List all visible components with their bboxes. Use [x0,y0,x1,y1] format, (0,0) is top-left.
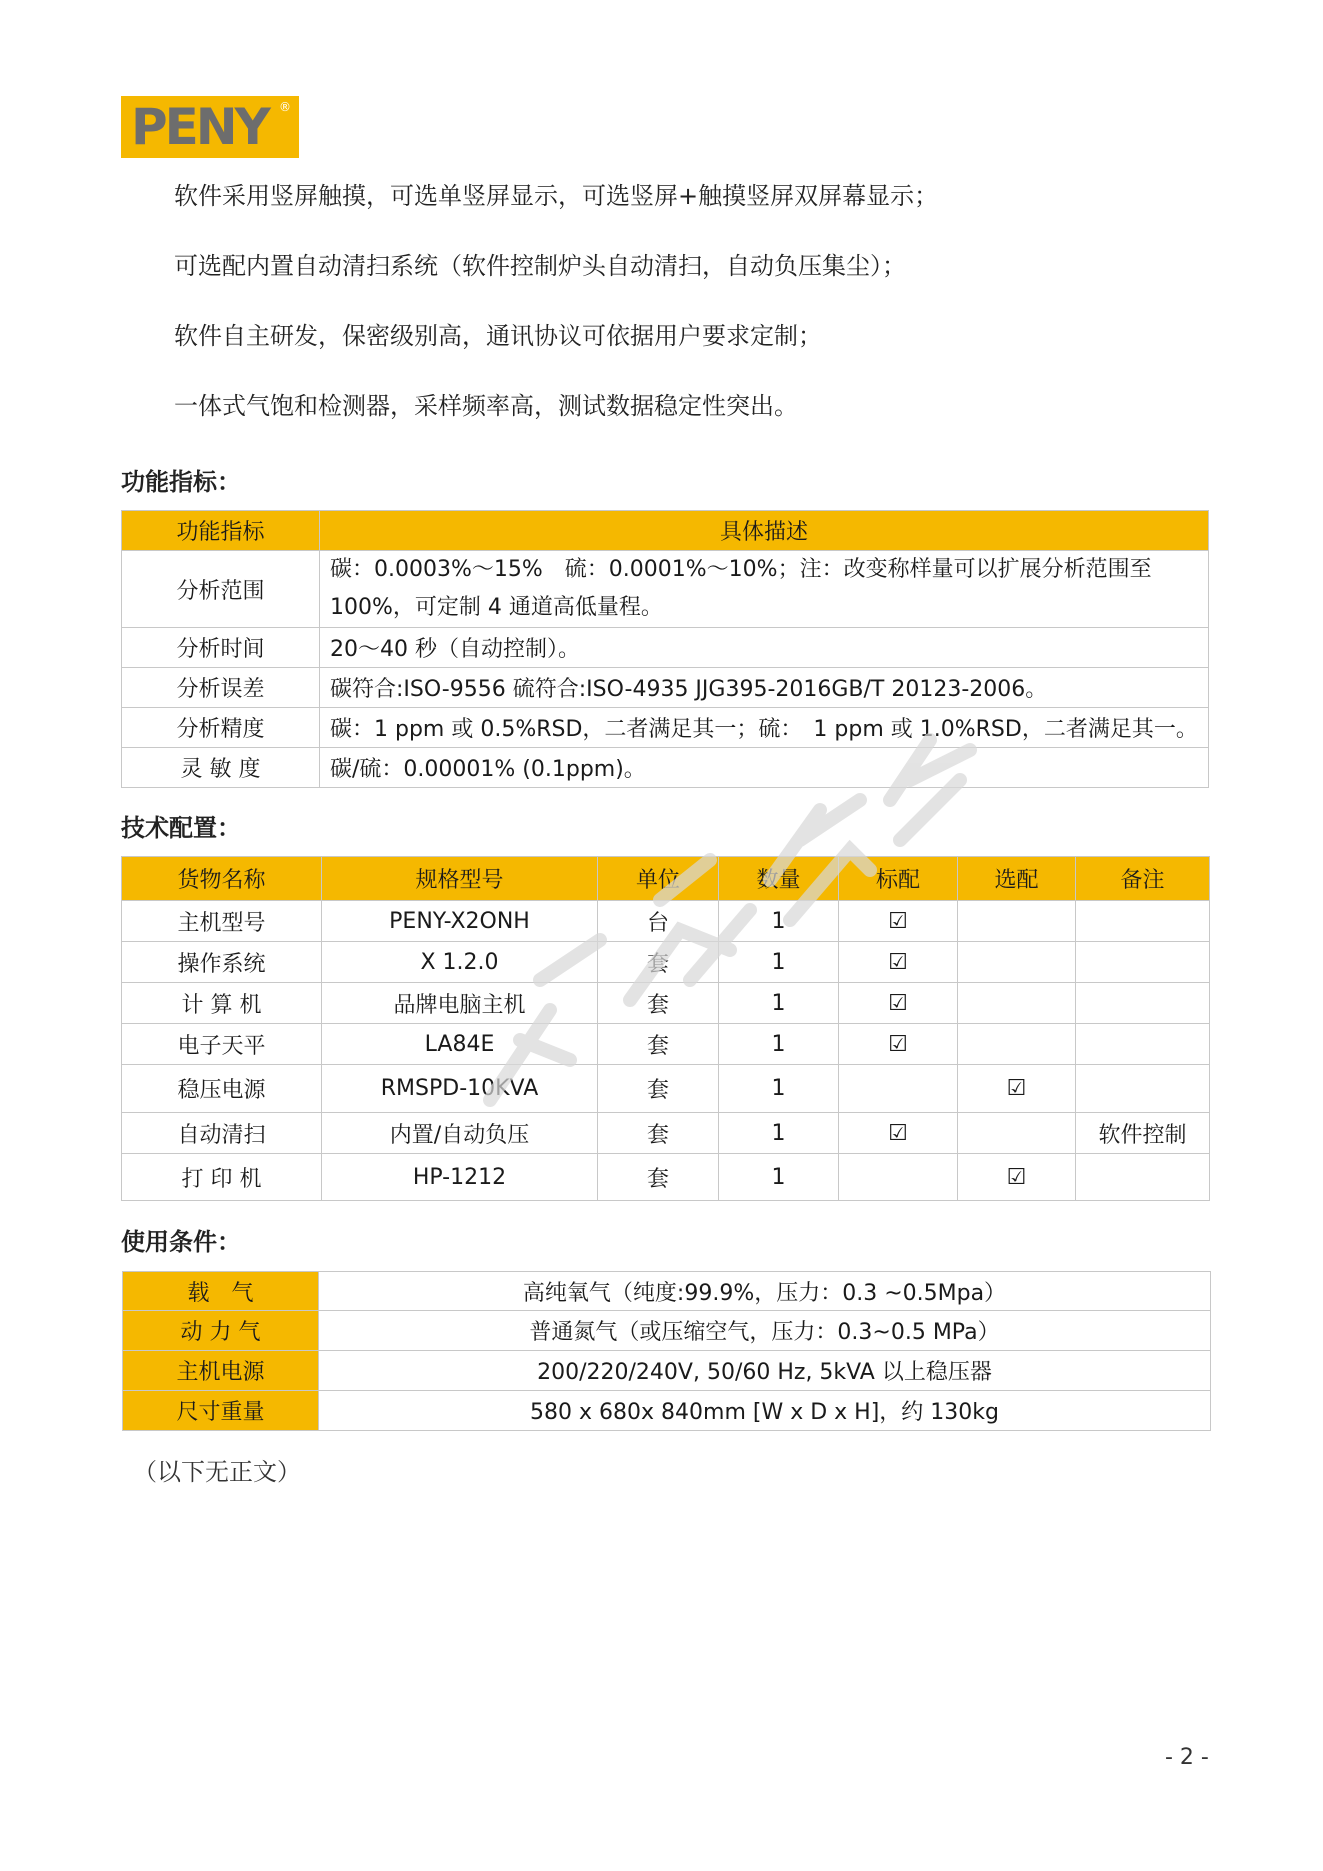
tech-config-table [121,856,1210,1201]
table-row [123,1311,1211,1351]
company-logo [121,96,299,158]
row-label: 尺寸重量 [123,1391,319,1431]
optional-check-icon [958,942,1076,983]
cell-item-name: 电子天平 [122,1024,322,1065]
row-label: 分析精度 [122,708,320,748]
cell-model: 品牌电脑主机 [322,983,598,1024]
table-row [122,901,1210,942]
row-value: 580 x 680x 840mm [W x D x H]，约 130kg [319,1391,1211,1431]
column-header: 具体描述 [320,511,1209,551]
table-header-row [122,857,1210,901]
table-header-row [122,511,1209,551]
row-value: 碳/硫：0.00001% (0.1ppm)。 [320,748,1209,788]
cell-unit: 套 [598,1154,719,1201]
row-label: 分析时间 [122,628,320,668]
cell-quantity: 1 [719,901,839,942]
row-label: 动 力 气 [123,1311,319,1351]
cell-model: HP-1212 [322,1154,598,1201]
cell-remark [1076,1154,1210,1201]
cell-quantity: 1 [719,942,839,983]
cell-remark [1076,901,1210,942]
column-header: 选配 [958,857,1076,901]
cell-unit: 套 [598,983,719,1024]
cell-model: LA84E [322,1024,598,1065]
cell-remark: 软件控制 [1076,1113,1210,1154]
table-row [122,1113,1210,1154]
end-note: （以下无正文） [133,1458,301,1486]
row-label: 灵 敏 度 [122,748,320,788]
table-row [122,942,1210,983]
column-header: 货物名称 [122,857,322,901]
optional-check-icon [958,1024,1076,1065]
table-row [123,1351,1211,1391]
column-header: 数量 [719,857,839,901]
cell-remark [1076,942,1210,983]
cell-model: X 1.2.0 [322,942,598,983]
table-row [122,1065,1210,1113]
intro-line-2: 可选配内置自动清扫系统（软件控制炉头自动清扫，自动负压集尘）； [174,252,906,280]
row-value: 碳：1 ppm 或 0.5%RSD，二者满足其一；硫： 1 ppm 或 1.0%RSD，二者满足其一。 [320,708,1209,748]
standard-check-icon [839,1154,958,1201]
optional-check-icon [958,983,1076,1024]
table-row [122,748,1209,788]
table-row [122,668,1209,708]
cell-unit: 套 [598,1113,719,1154]
table-row [122,1154,1210,1201]
standard-check-icon: ☑ [839,1024,958,1065]
intro-line-1: 软件采用竖屏触摸，可选单竖屏显示，可选竖屏+触摸竖屏双屏幕显示； [174,182,939,210]
table-row [122,551,1209,628]
row-label: 分析误差 [122,668,320,708]
standard-check-icon: ☑ [839,1113,958,1154]
column-header: 功能指标 [122,511,320,551]
optional-check-icon: ☑ [958,1154,1076,1201]
cell-item-name: 操作系统 [122,942,322,983]
cell-remark [1076,1065,1210,1113]
table-row [123,1391,1211,1431]
logo-text: PENY [131,98,268,156]
table-row [122,1024,1210,1065]
table-row [122,983,1210,1024]
table-row [123,1272,1211,1311]
page-number: - 2 - [1165,1745,1209,1770]
row-value: 碳：0.0003%～15% 硫：0.0001%～10%；注：改变称样量可以扩展分析范围至 100%，可定制 4 通道高低量程。 [320,551,1209,628]
standard-check-icon: ☑ [839,983,958,1024]
intro-line-3: 软件自主研发，保密级别高，通讯协议可依据用户要求定制； [174,322,822,350]
function-spec-table [121,510,1209,788]
table-row [122,628,1209,668]
row-value: 高纯氧气（纯度:99.9%，压力：0.3 ~0.5Mpa） [319,1272,1211,1311]
optional-check-icon: ☑ [958,1065,1076,1113]
cell-model: RMSPD-10KVA [322,1065,598,1113]
cell-quantity: 1 [719,983,839,1024]
cell-unit: 套 [598,1024,719,1065]
registered-mark: ® [279,100,291,114]
table-row [122,708,1209,748]
cell-model: 内置/自动负压 [322,1113,598,1154]
cell-item-name: 自动清扫 [122,1113,322,1154]
optional-check-icon [958,901,1076,942]
column-header: 规格型号 [322,857,598,901]
cell-unit: 套 [598,1065,719,1113]
row-value: 碳符合:ISO-9556 硫符合:ISO-4935 JJG395-2016GB/T 20123-2006。 [320,668,1209,708]
row-label: 载 气 [123,1272,319,1311]
section-title-tech: 技术配置： [121,814,241,842]
cell-item-name: 打 印 机 [122,1154,322,1201]
cell-item-name: 计 算 机 [122,983,322,1024]
optional-check-icon [958,1113,1076,1154]
cell-quantity: 1 [719,1154,839,1201]
row-value: 20～40 秒（自动控制）。 [320,628,1209,668]
row-value: 200/220/240V, 50/60 Hz, 5kVA 以上稳压器 [319,1351,1211,1391]
section-title-usage: 使用条件： [121,1228,241,1256]
cell-model: PENY-X2ONH [322,901,598,942]
column-header: 标配 [839,857,958,901]
column-header: 备注 [1076,857,1210,901]
cell-quantity: 1 [719,1024,839,1065]
section-title-function: 功能指标： [121,468,241,496]
usage-conditions-table [122,1271,1211,1431]
row-label: 主机电源 [123,1351,319,1391]
standard-check-icon: ☑ [839,901,958,942]
cell-item-name: 主机型号 [122,901,322,942]
cell-unit: 套 [598,942,719,983]
standard-check-icon: ☑ [839,942,958,983]
row-label: 分析范围 [122,551,320,628]
cell-remark [1076,983,1210,1024]
column-header: 单位 [598,857,719,901]
cell-quantity: 1 [719,1113,839,1154]
cell-quantity: 1 [719,1065,839,1113]
intro-line-4: 一体式气饱和检测器，采样频率高，测试数据稳定性突出。 [174,392,798,420]
cell-unit: 台 [598,901,719,942]
cell-item-name: 稳压电源 [122,1065,322,1113]
row-value: 普通氮气（或压缩空气，压力：0.3~0.5 MPa） [319,1311,1211,1351]
cell-remark [1076,1024,1210,1065]
standard-check-icon [839,1065,958,1113]
